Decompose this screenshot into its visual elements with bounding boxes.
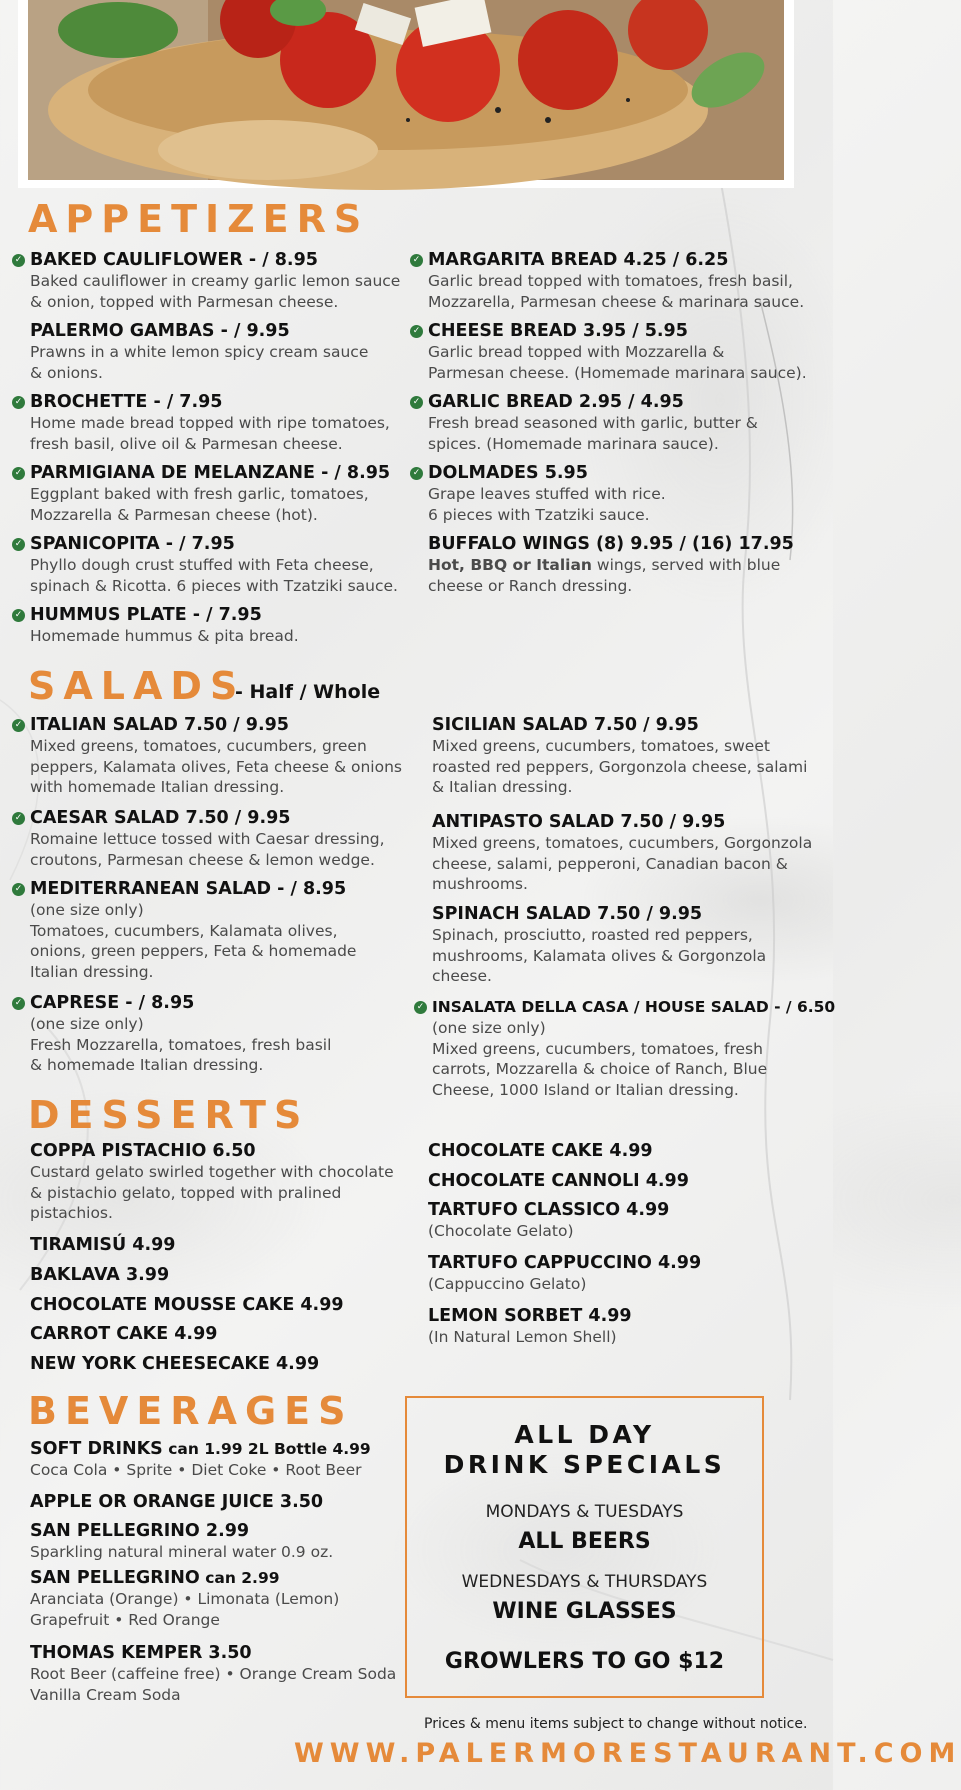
item-desc: Cheese, 1000 Island or Italian dressing.	[432, 1080, 739, 1099]
item-desc: & homemade Italian dressing.	[30, 1056, 264, 1074]
menu-item	[432, 903, 766, 987]
item-name: MARGARITA BREAD 4.25 / 6.25	[428, 250, 729, 270]
salads-heading: SALADS	[28, 664, 246, 708]
menu-item	[428, 1170, 689, 1192]
menu-item	[30, 1491, 323, 1513]
specials-days-2: WEDNESDAYS & THURSDAYS	[461, 1572, 708, 1592]
item-desc: (Cappuccino Gelato)	[428, 1275, 587, 1293]
item-desc: mushrooms.	[432, 875, 528, 893]
menu-item	[30, 391, 390, 454]
item-desc-bold: Hot, BBQ or Italian	[428, 556, 592, 574]
menu-item	[30, 533, 398, 596]
item-desc: & onion, topped with Parmesan cheese.	[30, 292, 339, 311]
menu-item	[30, 1567, 339, 1630]
appetizers-heading: APPETIZERS	[28, 197, 370, 241]
item-desc: cheese or Ranch dressing.	[428, 576, 633, 595]
item-desc: pistachios.	[30, 1204, 113, 1222]
item-name: CARROT CAKE 4.99	[30, 1324, 218, 1344]
item-desc	[428, 555, 794, 576]
item-desc: Root Beer (caffeine free) • Orange Cream Soda	[30, 1665, 397, 1683]
item-desc: Parmesan cheese. (Homemade marinara sauce).	[428, 363, 807, 382]
item-name: APPLE OR ORANGE JUICE 3.50	[30, 1492, 324, 1512]
item-desc: Mixed greens, tomatoes, cucumbers, green	[30, 737, 367, 755]
item-name: TARTUFO CLASSICO 4.99	[428, 1200, 670, 1220]
menu-item	[30, 1642, 396, 1705]
item-desc: roasted red peppers, Gorgonzola cheese, salami	[432, 757, 808, 776]
item-desc: & onions.	[30, 363, 103, 382]
item-desc: Spinach, prosciutto, roasted red peppers,	[432, 926, 753, 944]
item-desc: Tomatoes, cucumbers, Kalamata olives,	[30, 921, 338, 940]
item-name: BAKED CAULIFLOWER - / 8.95	[30, 250, 318, 270]
menu-item	[428, 391, 758, 454]
item-desc-text: wings, served with blue	[591, 556, 781, 574]
item-desc: (In Natural Lemon Shell)	[428, 1328, 617, 1346]
menu-item	[428, 249, 804, 312]
menu-item	[30, 1140, 394, 1224]
item-desc: Prawns in a white lemon spicy cream sauce	[30, 343, 369, 361]
item-name: MEDITERRANEAN SALAD - / 8.95	[30, 879, 347, 899]
vegetarian-icon: ✓	[12, 812, 25, 825]
specials-days-1: MONDAYS & TUESDAYS	[485, 1502, 684, 1522]
item-desc: Vanilla Cream Soda	[30, 1685, 181, 1704]
item-desc: Romaine lettuce tossed with Caesar dressing,	[30, 830, 385, 848]
vegetarian-icon: ✓	[410, 325, 423, 338]
item-name: DOLMADES 5.95	[428, 463, 588, 483]
menu-item	[428, 1199, 669, 1242]
vegetarian-icon: ✓	[414, 1001, 427, 1014]
item-name: LEMON SORBET 4.99	[428, 1306, 632, 1326]
hero-image-frame	[18, 0, 794, 188]
item-name: ITALIAN SALAD 7.50 / 9.95	[30, 715, 289, 735]
menu-item	[30, 807, 385, 870]
item-desc: 6 pieces with Tzatziki sauce.	[428, 505, 650, 524]
specials-title-line2: DRINK SPECIALS	[443, 1450, 726, 1479]
menu-item	[30, 714, 402, 798]
item-desc: fresh basil, olive oil & Parmesan cheese.	[30, 434, 343, 453]
item-desc: Grapefruit • Red Orange	[30, 1610, 220, 1629]
vegetarian-icon: ✓	[410, 396, 423, 409]
menu-item	[30, 878, 356, 982]
salads-size-note: - Half / Whole	[235, 681, 381, 703]
specials-deal-2: WINE GLASSES	[492, 1599, 677, 1624]
menu-item	[30, 1234, 175, 1256]
item-desc: Italian dressing.	[30, 962, 154, 981]
item-name: BROCHETTE - / 7.95	[30, 392, 223, 412]
hero-bruschetta-image	[28, 0, 784, 180]
menu-item	[30, 604, 299, 647]
menu-item	[30, 249, 400, 312]
menu-item	[428, 462, 666, 525]
item-name: CHEESE BREAD 3.95 / 5.95	[428, 321, 688, 341]
item-desc: spices. (Homemade marinara sauce).	[428, 434, 719, 453]
item-desc: (one size only)	[30, 1015, 144, 1033]
item-name: SICILIAN SALAD 7.50 / 9.95	[432, 715, 699, 735]
bruschetta-illustration	[28, 0, 784, 180]
beverages-heading: BEVERAGES	[28, 1389, 354, 1433]
item-desc: Mixed greens, cucumbers, tomatoes, sweet	[432, 737, 770, 755]
menu-item	[30, 1294, 344, 1316]
desserts-heading: DESSERTS	[28, 1093, 310, 1137]
item-desc: Sparkling natural mineral water 0.9 oz.	[30, 1543, 334, 1561]
item-name: NEW YORK CHEESECAKE 4.99	[30, 1354, 320, 1374]
item-desc: Mixed greens, tomatoes, cucumbers, Gorgonzola	[432, 834, 813, 852]
item-name: THOMAS KEMPER 3.50	[30, 1643, 252, 1663]
item-desc: Phyllo dough crust stuffed with Feta cheese,	[30, 556, 374, 574]
menu-item	[30, 1264, 169, 1286]
item-desc: Aranciata (Orange) • Limonata (Lemon)	[30, 1590, 340, 1608]
item-desc: croutons, Parmesan cheese & lemon wedge.	[30, 850, 375, 869]
item-price-extra: can 1.99 2L Bottle 4.99	[162, 1440, 371, 1458]
item-desc: Custard gelato swirled together with chocolate	[30, 1163, 394, 1181]
price-disclaimer: Prices & menu items subject to change without notice.	[424, 1716, 808, 1732]
specials-title-line1: ALL DAY	[514, 1420, 655, 1449]
item-desc: Home made bread topped with ripe tomatoes,	[30, 414, 390, 432]
vegetarian-icon: ✓	[12, 997, 25, 1010]
menu-item	[428, 1140, 653, 1162]
item-desc: Homemade hummus & pita bread.	[30, 627, 299, 645]
menu-item	[428, 1252, 701, 1295]
menu-item	[432, 811, 812, 895]
vegetarian-icon: ✓	[12, 467, 25, 480]
item-desc: (Chocolate Gelato)	[428, 1222, 574, 1240]
menu-item	[30, 1520, 333, 1563]
vegetarian-icon: ✓	[12, 609, 25, 622]
menu-item	[30, 462, 390, 525]
specials-deal-1: ALL BEERS	[518, 1529, 651, 1554]
item-name: CAESAR SALAD 7.50 / 9.95	[30, 808, 291, 828]
item-desc: carrots, Mozzarella & choice of Ranch, Blue	[432, 1060, 768, 1078]
item-name: TARTUFO CAPPUCCINO 4.99	[428, 1253, 702, 1273]
item-name-text: SAN PELLEGRINO	[30, 1568, 200, 1588]
item-name: COPPA PISTACHIO 6.50	[30, 1141, 256, 1161]
item-name: SAN PELLEGRINO 2.99	[30, 1521, 250, 1541]
item-name: SPANICOPITA - / 7.95	[30, 534, 235, 554]
item-desc: onions, green peppers, Feta & homemade	[30, 942, 357, 960]
vegetarian-icon: ✓	[12, 396, 25, 409]
vegetarian-icon: ✓	[410, 467, 423, 480]
item-name: HUMMUS PLATE - / 7.95	[30, 605, 262, 625]
item-desc: cheese.	[432, 967, 492, 985]
item-name: SPINACH SALAD 7.50 / 9.95	[432, 904, 703, 924]
item-name: TIRAMISÚ 4.99	[30, 1235, 176, 1255]
item-name	[30, 1567, 339, 1589]
menu-item	[428, 1305, 632, 1348]
item-desc: Fresh Mozzarella, tomatoes, fresh basil	[30, 1035, 332, 1054]
vegetarian-icon: ✓	[12, 719, 25, 732]
item-desc: Mixed greens, cucumbers, tomatoes, fresh	[432, 1039, 763, 1058]
menu-item	[432, 996, 835, 1100]
item-desc: (one size only)	[432, 1019, 546, 1037]
item-name: BAKLAVA 3.99	[30, 1265, 170, 1285]
item-name: CAPRESE - / 8.95	[30, 993, 195, 1013]
item-name: BUFFALO WINGS (8) 9.95 / (16) 17.95	[428, 534, 794, 554]
item-desc: Mozzarella & Parmesan cheese (hot).	[30, 505, 318, 524]
item-name: ANTIPASTO SALAD 7.50 / 9.95	[432, 812, 726, 832]
specials-deal-3: GROWLERS TO GO $12	[444, 1649, 725, 1674]
item-desc: Garlic bread topped with Mozzarella &	[428, 343, 725, 361]
menu-item	[428, 533, 794, 596]
item-name: CHOCOLATE MOUSSE CAKE 4.99	[30, 1295, 344, 1315]
item-name: CHOCOLATE CAKE 4.99	[428, 1141, 653, 1161]
item-desc: & Italian dressing.	[432, 778, 573, 796]
menu-item	[30, 320, 368, 383]
vegetarian-icon: ✓	[410, 254, 423, 267]
item-desc: cheese, salami, pepperoni, Canadian bacon &	[432, 854, 788, 873]
menu-item	[432, 714, 807, 798]
item-name	[30, 1438, 371, 1460]
item-name: CHOCOLATE CANNOLI 4.99	[428, 1171, 689, 1191]
item-desc: (one size only)	[30, 901, 144, 919]
vegetarian-icon: ✓	[12, 254, 25, 267]
item-desc: Eggplant baked with fresh garlic, tomatoes,	[30, 485, 369, 503]
item-name: PARMIGIANA DE MELANZANE - / 8.95	[30, 463, 391, 483]
menu-item	[30, 1438, 371, 1481]
item-desc: Coca Cola • Sprite • Diet Coke • Root Beer	[30, 1461, 362, 1479]
item-desc: Baked cauliflower in creamy garlic lemon sauce	[30, 272, 401, 290]
item-desc: Mozzarella, Parmesan cheese & marinara sauce.	[428, 292, 805, 311]
item-desc: Grape leaves stuffed with rice.	[428, 485, 666, 503]
menu-item	[30, 1323, 217, 1345]
item-name-text: SOFT DRINKS	[30, 1439, 163, 1459]
item-name: INSALATA DELLA CASA / HOUSE SALAD - / 6.50	[432, 998, 836, 1016]
vegetarian-icon: ✓	[12, 538, 25, 551]
menu-item	[30, 1353, 319, 1375]
item-price-extra: can 2.99	[199, 1569, 280, 1587]
menu-item	[428, 320, 807, 383]
item-desc: mushrooms, Kalamata olives & Gorgonzola	[432, 946, 767, 965]
item-desc: Garlic bread topped with tomatoes, fresh basil,	[428, 272, 793, 290]
item-desc: peppers, Kalamata olives, Feta cheese & onions	[30, 757, 402, 776]
item-name: PALERMO GAMBAS - / 9.95	[30, 321, 290, 341]
item-desc: Fresh bread seasoned with garlic, butter &	[428, 414, 758, 432]
drink-specials-box	[405, 1396, 764, 1698]
vegetarian-icon: ✓	[12, 883, 25, 896]
menu-item	[30, 992, 331, 1076]
item-desc: with homemade Italian dressing.	[30, 778, 285, 796]
item-name: GARLIC BREAD 2.95 / 4.95	[428, 392, 684, 412]
item-desc: & pistachio gelato, topped with pralined	[30, 1183, 342, 1202]
website-link[interactable]: WWW.PALERMORESTAURANT.COM	[294, 1738, 961, 1769]
item-desc: spinach & Ricotta. 6 pieces with Tzatziki sauce.	[30, 576, 398, 595]
